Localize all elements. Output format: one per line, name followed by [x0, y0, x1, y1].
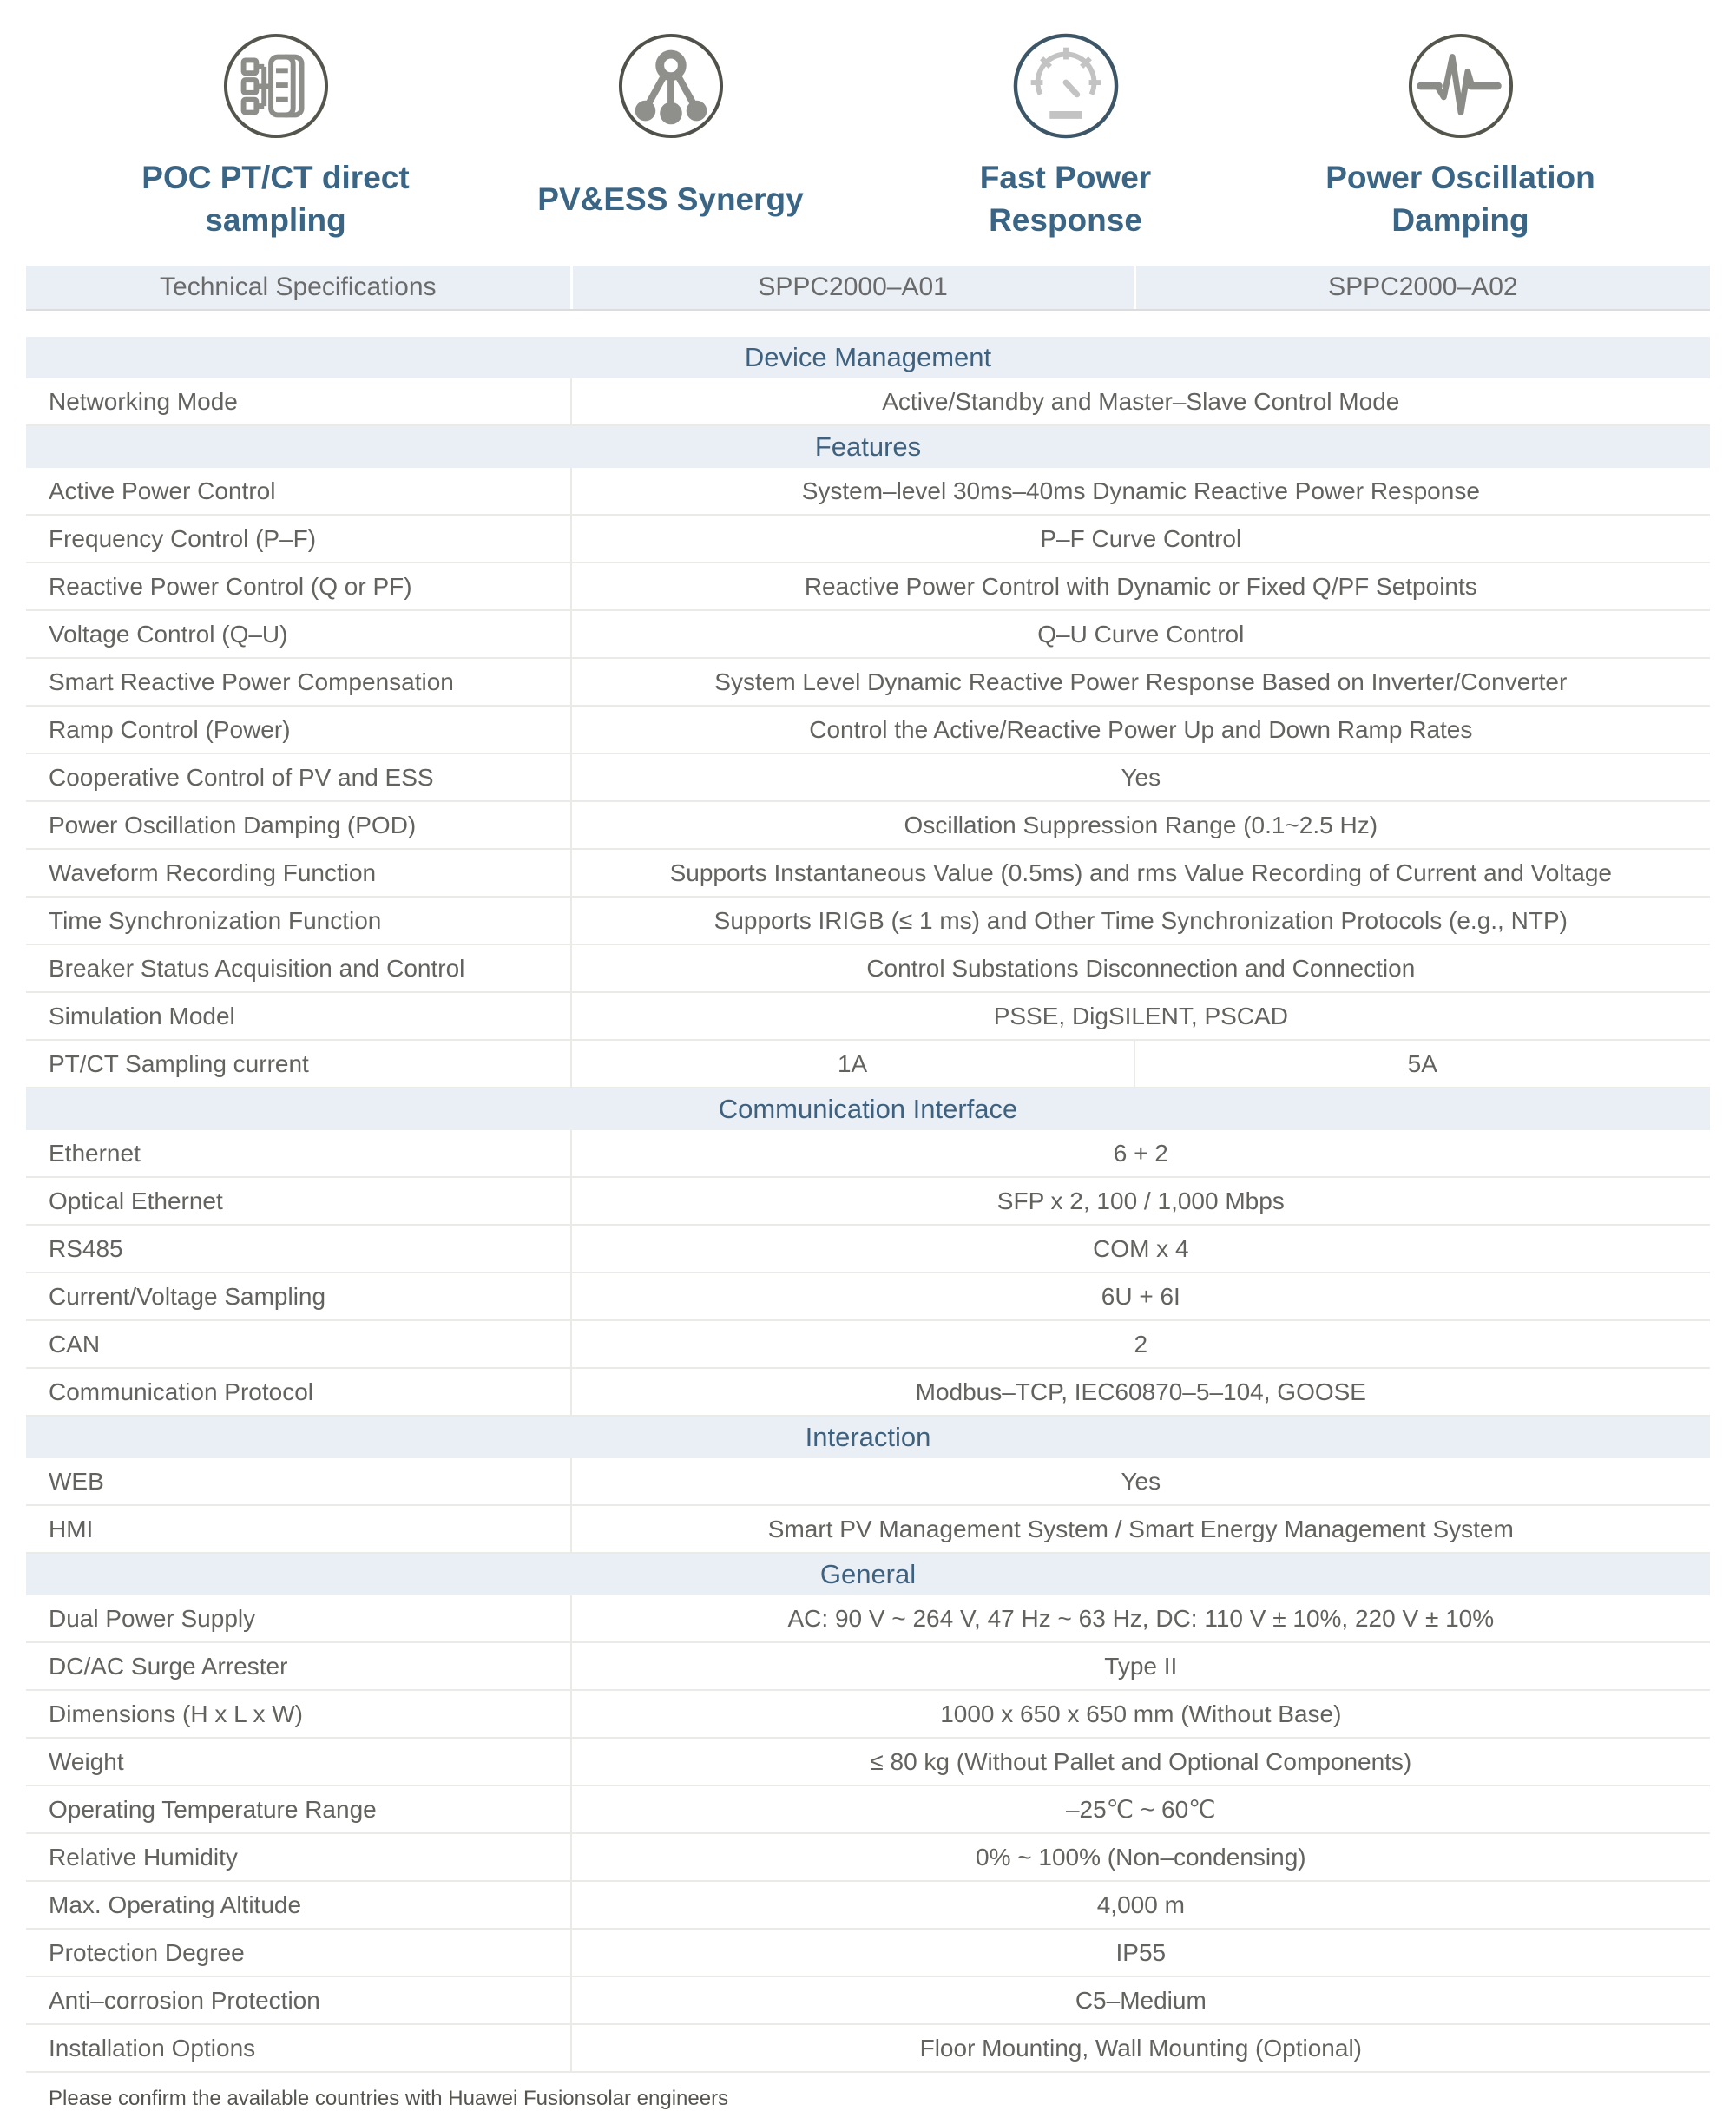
spec-row [26, 516, 1710, 563]
spec-value: C5–Medium [570, 1977, 1710, 2023]
spec-label: Time Synchronization Function [49, 906, 382, 934]
spec-value: SFP x 2, 100 / 1,000 Mbps [570, 1178, 1710, 1224]
feature-item [473, 31, 868, 248]
spec-row [26, 1178, 1710, 1226]
spec-value-a02: 5A [1134, 1041, 1710, 1087]
spec-label: Installation Options [49, 2034, 256, 2062]
section-title: Features [814, 431, 922, 462]
feature-item [868, 31, 1263, 248]
spec-label: PT/CT Sampling current [49, 1049, 309, 1077]
spec-value: Yes [570, 754, 1710, 800]
synergy-network-icon [616, 31, 726, 141]
spec-value: P–F Curve Control [570, 516, 1710, 562]
spec-row [26, 1834, 1710, 1882]
spec-value-a01: 1A [570, 1041, 1134, 1087]
spec-label: Relative Humidity [49, 1843, 238, 1871]
spec-value: Floor Mounting, Wall Mounting (Optional) [570, 2025, 1710, 2071]
spec-label: Voltage Control (Q–U) [49, 620, 288, 648]
spec-value: IP55 [570, 1930, 1710, 1976]
spec-row [26, 378, 1710, 426]
section-title: General [819, 1559, 917, 1589]
spec-row [26, 1643, 1710, 1691]
spec-row [26, 563, 1710, 611]
spec-row [26, 945, 1710, 993]
header-col-title: Technical Specifications [26, 266, 570, 309]
spec-value: 4,000 m [570, 1882, 1710, 1928]
spec-row [26, 850, 1710, 898]
spec-row [26, 1739, 1710, 1786]
spec-label: Ethernet [49, 1139, 141, 1167]
footnote: Please confirm the available countries with Huawei Fusionsolar engineers [49, 2087, 729, 2110]
spec-label: Optical Ethernet [49, 1187, 223, 1214]
spec-value: AC: 90 V ~ 264 V, 47 Hz ~ 63 Hz, DC: 110 V ± 10%, 220 V ± 10% [570, 1595, 1710, 1641]
spec-row [26, 1041, 1710, 1088]
spec-row [26, 898, 1710, 945]
spec-table [26, 266, 1710, 2073]
spec-table-body [26, 337, 1710, 2073]
header-col-model-a01: SPPC2000–A01 [573, 266, 1134, 309]
spec-row [26, 1786, 1710, 1834]
spec-label: Max. Operating Altitude [49, 1891, 302, 1918]
spec-value: Supports IRIGB (≤ 1 ms) and Other Time Synchronization Protocols (e.g., NTP) [570, 898, 1710, 944]
spec-row [26, 754, 1710, 802]
spec-label: Breaker Status Acquisition and Control [49, 954, 465, 982]
spec-label: Waveform Recording Function [49, 858, 377, 886]
spec-label: RS485 [49, 1234, 123, 1262]
spec-value: Control Substations Disconnection and Connection [570, 945, 1710, 991]
spec-label: Ramp Control (Power) [49, 715, 291, 743]
spec-row [26, 1595, 1710, 1643]
spec-row [26, 707, 1710, 754]
spec-label: Frequency Control (P–F) [49, 524, 317, 552]
speedometer-icon [1011, 31, 1121, 141]
spec-value: 2 [570, 1321, 1710, 1367]
feature-label: Power Oscillation Damping [1325, 160, 1595, 238]
table-header-row [26, 266, 1710, 311]
spec-row [26, 1977, 1710, 2025]
spec-label: CAN [49, 1330, 101, 1358]
spec-row [26, 1691, 1710, 1739]
section-title: Interaction [805, 1422, 931, 1452]
spec-label: Simulation Model [49, 1002, 235, 1029]
spec-label: DC/AC Surge Arrester [49, 1652, 288, 1680]
spec-value: Modbus–TCP, IEC60870–5–104, GOOSE [570, 1369, 1710, 1415]
spec-label: Protection Degree [49, 1938, 245, 1966]
section-title: Communication Interface [718, 1094, 1018, 1124]
spec-row [26, 1321, 1710, 1369]
oscillation-wave-icon [1406, 31, 1516, 141]
spec-label: Power Oscillation Damping (POD) [49, 811, 417, 838]
section-header [26, 1417, 1710, 1458]
spec-label: Smart Reactive Power Compensation [49, 667, 454, 695]
spec-value: Smart PV Management System / Smart Energy Management System [570, 1506, 1710, 1552]
spec-label: Networking Mode [49, 387, 238, 415]
spec-label: Weight [49, 1747, 124, 1775]
spec-row [26, 2025, 1710, 2073]
spec-value: Yes [570, 1458, 1710, 1504]
spec-value: 6U + 6I [570, 1273, 1710, 1319]
spec-row [26, 1506, 1710, 1554]
spec-row [26, 802, 1710, 850]
spec-value: System Level Dynamic Reactive Power Response Based on Inverter/Converter [570, 659, 1710, 705]
section-header [26, 426, 1710, 468]
spec-value: –25℃ ~ 60℃ [570, 1786, 1710, 1832]
spec-value: COM x 4 [570, 1226, 1710, 1272]
section-header [26, 1088, 1710, 1130]
spec-label: Communication Protocol [49, 1378, 314, 1405]
spec-value: Q–U Curve Control [570, 611, 1710, 657]
spec-value: Oscillation Suppression Range (0.1~2.5 Hz) [570, 802, 1710, 848]
spec-value: ≤ 80 kg (Without Pallet and Optional Components) [570, 1739, 1710, 1785]
spec-value: 1000 x 650 x 650 mm (Without Base) [570, 1691, 1710, 1737]
spec-value: Type II [570, 1643, 1710, 1689]
spec-row [26, 468, 1710, 516]
spec-label: Dual Power Supply [49, 1604, 256, 1632]
spec-value: 0% ~ 100% (Non–condensing) [570, 1834, 1710, 1880]
spec-label: Dimensions (H x L x W) [49, 1700, 304, 1727]
feature-item [78, 31, 473, 248]
spec-label: Current/Voltage Sampling [49, 1282, 326, 1310]
feature-banner [0, 0, 1736, 248]
spec-label: HMI [49, 1515, 94, 1542]
spec-label: Operating Temperature Range [49, 1795, 377, 1823]
spec-label: Active Power Control [49, 477, 276, 504]
spec-label: Anti–corrosion Protection [49, 1986, 320, 2014]
poc-sampling-diagram-icon [221, 31, 331, 141]
spec-row [26, 1458, 1710, 1506]
feature-label: POC PT/CT direct sampling [141, 160, 410, 238]
header-col-model-a02: SPPC2000–A02 [1136, 266, 1710, 309]
spec-value: Active/Standby and Master–Slave Control Mode [570, 378, 1710, 424]
spec-label: WEB [49, 1467, 104, 1495]
spec-row [26, 1273, 1710, 1321]
spec-row [26, 659, 1710, 707]
spec-row [26, 611, 1710, 659]
feature-label: Fast Power Response [979, 160, 1152, 238]
spec-row [26, 1226, 1710, 1273]
spec-value: 6 + 2 [570, 1130, 1710, 1176]
spec-row [26, 1369, 1710, 1417]
spec-value: Reactive Power Control with Dynamic or Fixed Q/PF Setpoints [570, 563, 1710, 609]
spec-value: Control the Active/Reactive Power Up and Down Ramp Rates [570, 707, 1710, 753]
spec-row [26, 1930, 1710, 1977]
spec-label: Reactive Power Control (Q or PF) [49, 572, 412, 600]
section-title: Device Management [744, 342, 992, 372]
spec-value: System–level 30ms–40ms Dynamic Reactive Power Response [570, 468, 1710, 514]
spec-row [26, 993, 1710, 1041]
section-header [26, 1554, 1710, 1595]
spec-label: Cooperative Control of PV and ESS [49, 763, 434, 791]
spec-value: Supports Instantaneous Value (0.5ms) and rms Value Recording of Current and Voltage [570, 850, 1710, 896]
feature-label: PV&ESS Synergy [537, 181, 804, 217]
spec-row [26, 1882, 1710, 1930]
feature-item [1263, 31, 1658, 248]
spec-value: PSSE, DigSILENT, PSCAD [570, 993, 1710, 1039]
spec-row [26, 1130, 1710, 1178]
section-header [26, 337, 1710, 378]
